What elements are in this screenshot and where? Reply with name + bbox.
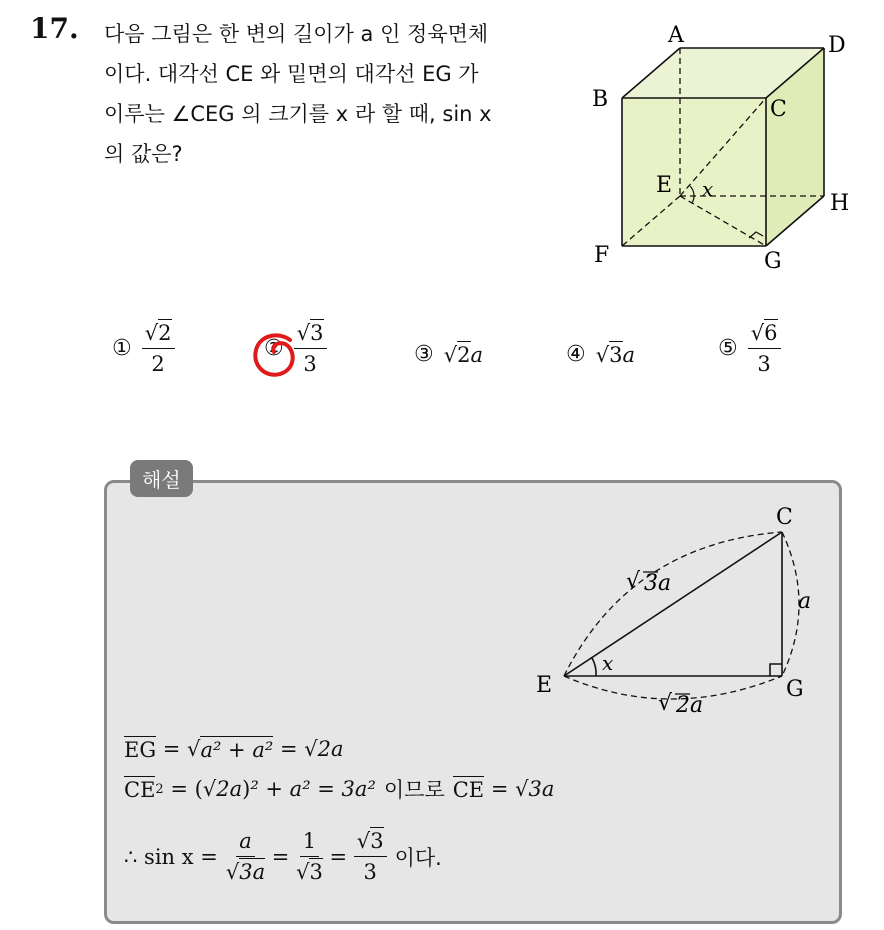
- choice-5-marker: ⑤: [718, 336, 738, 361]
- eq3-frac3-num: 3: [370, 829, 384, 853]
- eq3-frac1-num: a: [236, 828, 255, 857]
- eq2-mid1: 2a: [216, 777, 243, 801]
- choice-1-marker: ①: [112, 336, 132, 361]
- cube-label-x: x: [702, 177, 714, 201]
- eq1-mid: a² + a²: [200, 738, 274, 762]
- triangle-label-EG-radical: √: [658, 691, 673, 716]
- question-number: 17.: [30, 12, 79, 45]
- question-line-2: 이다. 대각선 CE 와 밑면의 대각선 EG 가: [104, 62, 479, 86]
- eq2-korean: 이므로: [383, 778, 445, 802]
- choice-4-suffix: a: [622, 342, 636, 367]
- triangle-label-G: G: [786, 677, 804, 702]
- eq3-frac2-den: 3: [309, 860, 323, 884]
- triangle-label-CE: 3a: [644, 571, 672, 596]
- equation-3: ∴ sin x = $\frac{a}{√3a}$ = $\frac{1}{√3}$ = $\frac{√3}{3}$ 이다.: [124, 829, 442, 884]
- cube-figure: [586, 18, 866, 278]
- choice-1-denominator: 2: [151, 352, 165, 376]
- eq3-frac3-den: 3: [363, 860, 377, 884]
- choice-3-marker: ③: [414, 342, 434, 367]
- equation-1: EG = √ a² + a² = √ 2a: [124, 737, 344, 762]
- question-line-3: 이루는 ∠CEG 의 크기를 x 라 할 때, sin x: [104, 102, 492, 126]
- choice-4-radicand: 3: [609, 342, 623, 367]
- choice-2-marker: ②: [264, 336, 284, 361]
- choice-2-denominator: 3: [303, 352, 317, 376]
- triangle-label-CE-radical: √: [626, 569, 641, 594]
- cube-label-C: C: [770, 97, 787, 122]
- choice-5-denominator: 3: [757, 352, 771, 376]
- eq2-lhs2: CE: [452, 778, 485, 802]
- cube-label-B: B: [592, 87, 609, 112]
- cube-label-G: G: [764, 249, 782, 274]
- eq3-frac2-num: 1: [300, 828, 319, 857]
- choice-5-fraction: $\frac{√6}{3}$: [748, 320, 781, 377]
- question-line-1: 다음 그림은 한 변의 길이가 a 인 정육면체: [104, 22, 489, 46]
- solution-triangle: [530, 500, 830, 720]
- cube-label-A: A: [668, 23, 684, 48]
- eq1-rhs: 2a: [317, 737, 344, 761]
- triangle-label-EG: 2a: [676, 693, 704, 718]
- choice-4[interactable]: ④ √3a: [566, 342, 636, 367]
- choice-4-marker: ④: [566, 342, 586, 367]
- choice-5-numerator: 6: [764, 321, 778, 345]
- cube-label-F: F: [594, 243, 610, 268]
- choice-1-numerator: 2: [158, 321, 172, 345]
- choice-1-fraction: $\frac{√2}{2}$: [142, 320, 175, 377]
- eq1-lhs: EG: [124, 738, 157, 762]
- equation-2: CE 2 = (√ 2a ) ² + a² = 3a² 이므로 CE = √ 3a: [124, 774, 554, 804]
- triangle-label-C: C: [776, 505, 793, 530]
- eq2-mid2: ² + a² = 3a²: [250, 777, 376, 801]
- cube-label-D: D: [828, 33, 846, 58]
- choice-1[interactable]: [112, 320, 175, 377]
- choice-3[interactable]: ③ √2a: [414, 342, 484, 367]
- eq3-frac1: $\frac{a}{√3a}$: [225, 829, 266, 884]
- solution-tag: 해설: [130, 460, 193, 497]
- eq3-therefore: ∴ sin x =: [124, 844, 218, 869]
- choice-3-radicand: 2: [457, 342, 471, 367]
- eq3-korean: 이다.: [394, 845, 442, 870]
- eq2-sup: 2: [155, 781, 164, 797]
- choice-3-suffix: a: [470, 342, 484, 367]
- question-line-4: 의 값은?: [104, 142, 183, 166]
- choice-5[interactable]: [718, 320, 781, 377]
- question-text: [104, 14, 574, 174]
- eq3-frac3: $\frac{√3}{3}$: [354, 828, 387, 885]
- triangle-label-x: x: [602, 651, 614, 675]
- cube-label-H: H: [830, 191, 850, 216]
- triangle-label-CG: a: [798, 589, 812, 614]
- eq3-frac2: $\frac{1}{√3}$: [296, 829, 323, 884]
- triangle-label-E: E: [536, 673, 553, 698]
- choice-2-numerator: 3: [310, 321, 324, 345]
- eq2-lhs: CE: [124, 778, 156, 802]
- cube-label-E: E: [656, 173, 673, 198]
- eq2-rhs: 3a: [528, 777, 555, 801]
- answer-choices: [0, 320, 884, 400]
- choice-2-fraction: $\frac{√3}{3}$: [294, 320, 327, 377]
- eq3-frac1-den: 3a: [239, 860, 266, 884]
- answer-mark-icon: [250, 330, 302, 382]
